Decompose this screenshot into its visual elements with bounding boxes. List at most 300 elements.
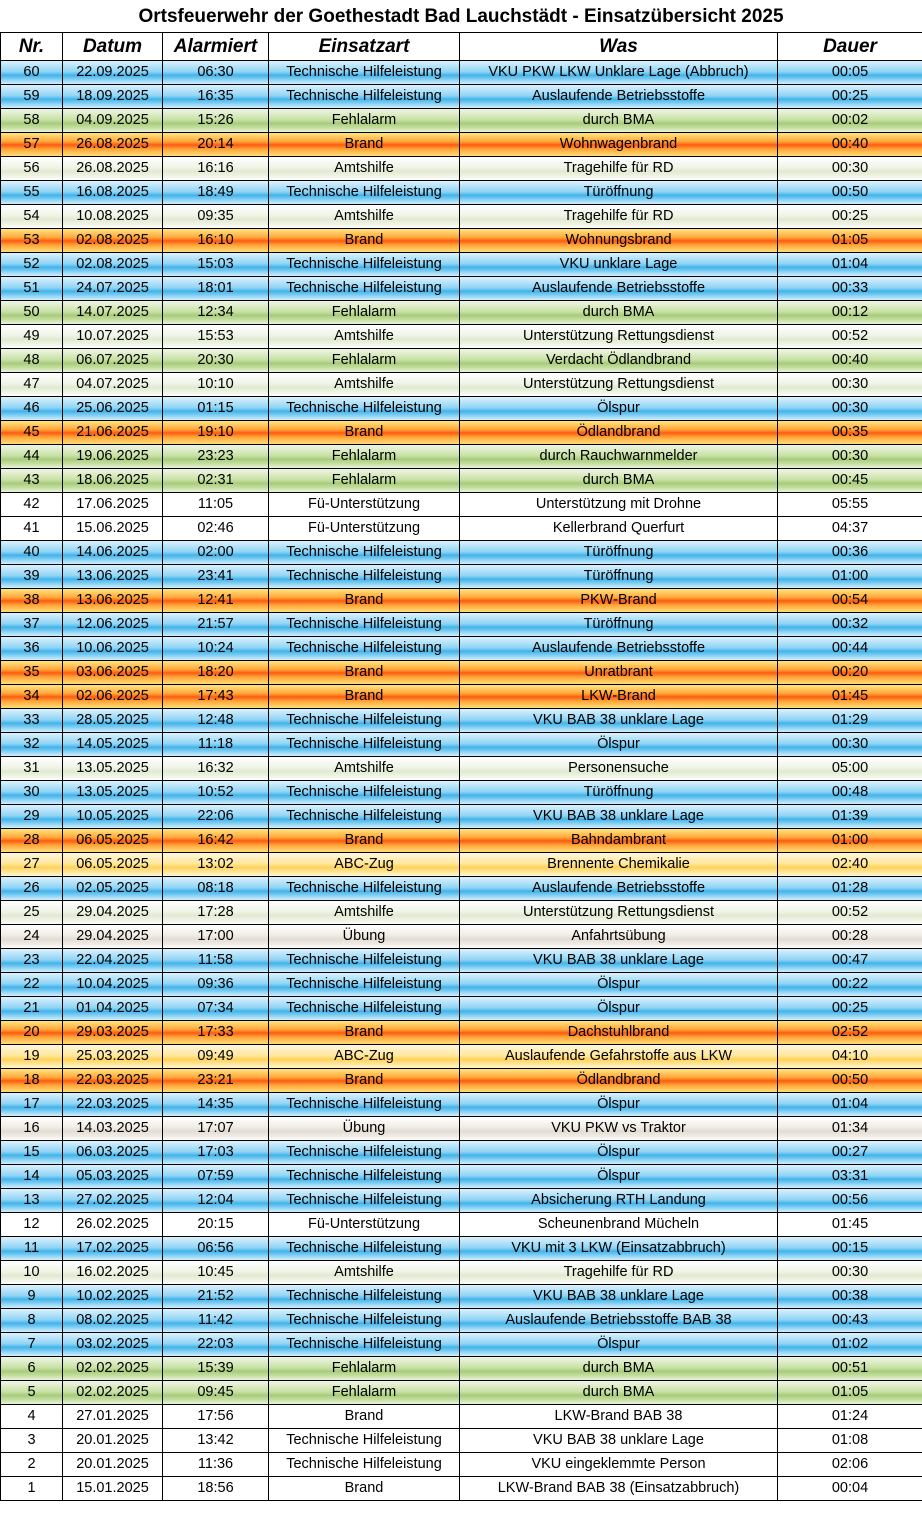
- cell-alarmiert: 01:15: [163, 397, 269, 421]
- cell-alarmiert: 22:06: [163, 805, 269, 829]
- cell-alarmiert: 10:24: [163, 637, 269, 661]
- cell-nr: 15: [1, 1141, 63, 1165]
- cell-was: PKW-Brand: [460, 589, 778, 613]
- cell-einsatzart: Amtshilfe: [269, 325, 460, 349]
- cell-was: VKU BAB 38 unklare Lage: [460, 949, 778, 973]
- cell-dauer: 00:52: [778, 901, 922, 925]
- cell-dauer: 02:52: [778, 1021, 922, 1045]
- cell-einsatzart: Technische Hilfeleistung: [269, 709, 460, 733]
- column-header-nr: Nr.: [1, 33, 63, 61]
- cell-dauer: 00:33: [778, 277, 922, 301]
- cell-einsatzart: Technische Hilfeleistung: [269, 877, 460, 901]
- cell-alarmiert: 14:35: [163, 1093, 269, 1117]
- cell-einsatzart: Fehlalarm: [269, 1357, 460, 1381]
- cell-was: VKU BAB 38 unklare Lage: [460, 1429, 778, 1453]
- cell-dauer: 01:45: [778, 685, 922, 709]
- cell-alarmiert: 11:18: [163, 733, 269, 757]
- table-row: [1, 253, 922, 277]
- cell-alarmiert: 15:03: [163, 253, 269, 277]
- cell-einsatzart: Übung: [269, 1117, 460, 1141]
- cell-einsatzart: Amtshilfe: [269, 157, 460, 181]
- cell-alarmiert: 06:56: [163, 1237, 269, 1261]
- cell-datum: 10.08.2025: [63, 205, 163, 229]
- cell-alarmiert: 22:03: [163, 1333, 269, 1357]
- cell-datum: 06.03.2025: [63, 1141, 163, 1165]
- cell-datum: 10.05.2025: [63, 805, 163, 829]
- cell-alarmiert: 07:34: [163, 997, 269, 1021]
- cell-dauer: 00:25: [778, 997, 922, 1021]
- cell-datum: 22.09.2025: [63, 61, 163, 85]
- header-row: [1, 33, 922, 61]
- cell-datum: 22.04.2025: [63, 949, 163, 973]
- cell-einsatzart: Brand: [269, 229, 460, 253]
- cell-datum: 14.06.2025: [63, 541, 163, 565]
- cell-alarmiert: 20:30: [163, 349, 269, 373]
- cell-nr: 39: [1, 565, 63, 589]
- cell-was: Verdacht Ödlandbrand: [460, 349, 778, 373]
- cell-dauer: 01:04: [778, 1093, 922, 1117]
- cell-was: VKU PKW LKW Unklare Lage (Abbruch): [460, 61, 778, 85]
- cell-nr: 21: [1, 997, 63, 1021]
- cell-was: Auslaufende Betriebsstoffe: [460, 85, 778, 109]
- cell-dauer: 00:30: [778, 1261, 922, 1285]
- cell-was: Dachstuhlbrand: [460, 1021, 778, 1045]
- cell-nr: 48: [1, 349, 63, 373]
- cell-datum: 01.04.2025: [63, 997, 163, 1021]
- cell-dauer: 01:28: [778, 877, 922, 901]
- cell-nr: 59: [1, 85, 63, 109]
- cell-was: Bahndambrant: [460, 829, 778, 853]
- table-row: [1, 1381, 922, 1405]
- cell-einsatzart: ABC-Zug: [269, 1045, 460, 1069]
- cell-datum: 21.06.2025: [63, 421, 163, 445]
- cell-dauer: 00:25: [778, 205, 922, 229]
- cell-nr: 31: [1, 757, 63, 781]
- column-header-alarmiert: Alarmiert: [163, 33, 269, 61]
- cell-nr: 5: [1, 1381, 63, 1405]
- page-title: Ortsfeuerwehr der Goethestadt Bad Lauchstädt - Einsatzübersicht 2025: [138, 6, 784, 27]
- cell-was: Unterstützung mit Drohne: [460, 493, 778, 517]
- cell-dauer: 01:45: [778, 1213, 922, 1237]
- cell-alarmiert: 19:10: [163, 421, 269, 445]
- cell-dauer: 01:24: [778, 1405, 922, 1429]
- cell-alarmiert: 21:57: [163, 613, 269, 637]
- cell-einsatzart: Technische Hilfeleistung: [269, 733, 460, 757]
- cell-einsatzart: Brand: [269, 133, 460, 157]
- cell-was: Türöffnung: [460, 541, 778, 565]
- cell-dauer: 00:25: [778, 85, 922, 109]
- table-row: [1, 1189, 922, 1213]
- cell-was: Tragehilfe für RD: [460, 1261, 778, 1285]
- cell-datum: 29.04.2025: [63, 901, 163, 925]
- cell-nr: 51: [1, 277, 63, 301]
- cell-datum: 29.04.2025: [63, 925, 163, 949]
- cell-nr: 1: [1, 1477, 63, 1501]
- cell-datum: 04.09.2025: [63, 109, 163, 133]
- cell-datum: 02.02.2025: [63, 1357, 163, 1381]
- cell-was: Türöffnung: [460, 565, 778, 589]
- cell-einsatzart: Brand: [269, 1477, 460, 1501]
- table-row: [1, 133, 922, 157]
- cell-alarmiert: 20:15: [163, 1213, 269, 1237]
- table-row: [1, 805, 922, 829]
- cell-datum: 02.08.2025: [63, 229, 163, 253]
- cell-datum: 10.07.2025: [63, 325, 163, 349]
- cell-nr: 35: [1, 661, 63, 685]
- table-row: [1, 205, 922, 229]
- cell-alarmiert: 11:58: [163, 949, 269, 973]
- cell-alarmiert: 09:49: [163, 1045, 269, 1069]
- table-row: [1, 757, 922, 781]
- cell-alarmiert: 13:02: [163, 853, 269, 877]
- cell-alarmiert: 12:34: [163, 301, 269, 325]
- cell-nr: 9: [1, 1285, 63, 1309]
- cell-nr: 53: [1, 229, 63, 253]
- cell-was: Scheunenbrand Mücheln: [460, 1213, 778, 1237]
- cell-einsatzart: Technische Hilfeleistung: [269, 397, 460, 421]
- cell-datum: 06.05.2025: [63, 829, 163, 853]
- table-row: [1, 589, 922, 613]
- cell-einsatzart: Fü-Unterstützung: [269, 517, 460, 541]
- table-row: [1, 229, 922, 253]
- cell-alarmiert: 18:49: [163, 181, 269, 205]
- cell-was: Tragehilfe für RD: [460, 157, 778, 181]
- cell-alarmiert: 17:33: [163, 1021, 269, 1045]
- cell-dauer: 00:50: [778, 1069, 922, 1093]
- cell-datum: 27.02.2025: [63, 1189, 163, 1213]
- cell-was: VKU PKW vs Traktor: [460, 1117, 778, 1141]
- table-row: [1, 1333, 922, 1357]
- cell-einsatzart: Technische Hilfeleistung: [269, 613, 460, 637]
- column-header-was: Was: [460, 33, 778, 61]
- table-row: [1, 853, 922, 877]
- cell-nr: 38: [1, 589, 63, 613]
- cell-alarmiert: 16:35: [163, 85, 269, 109]
- cell-einsatzart: Fehlalarm: [269, 1381, 460, 1405]
- cell-alarmiert: 16:32: [163, 757, 269, 781]
- cell-nr: 43: [1, 469, 63, 493]
- cell-dauer: 02:40: [778, 853, 922, 877]
- cell-datum: 06.07.2025: [63, 349, 163, 373]
- cell-datum: 05.03.2025: [63, 1165, 163, 1189]
- cell-alarmiert: 21:52: [163, 1285, 269, 1309]
- cell-alarmiert: 16:10: [163, 229, 269, 253]
- cell-einsatzart: Technische Hilfeleistung: [269, 1429, 460, 1453]
- cell-datum: 28.05.2025: [63, 709, 163, 733]
- cell-datum: 13.06.2025: [63, 589, 163, 613]
- cell-nr: 13: [1, 1189, 63, 1213]
- table-row: [1, 1405, 922, 1429]
- cell-datum: 02.02.2025: [63, 1381, 163, 1405]
- cell-nr: 46: [1, 397, 63, 421]
- cell-nr: 11: [1, 1237, 63, 1261]
- cell-nr: 55: [1, 181, 63, 205]
- cell-dauer: 05:00: [778, 757, 922, 781]
- table-row: [1, 1213, 922, 1237]
- cell-datum: 13.05.2025: [63, 757, 163, 781]
- cell-nr: 8: [1, 1309, 63, 1333]
- cell-dauer: 01:34: [778, 1117, 922, 1141]
- cell-was: durch BMA: [460, 1381, 778, 1405]
- cell-datum: 18.09.2025: [63, 85, 163, 109]
- cell-alarmiert: 02:31: [163, 469, 269, 493]
- cell-nr: 32: [1, 733, 63, 757]
- cell-was: Türöffnung: [460, 781, 778, 805]
- cell-alarmiert: 11:42: [163, 1309, 269, 1333]
- table-row: [1, 637, 922, 661]
- cell-alarmiert: 17:03: [163, 1141, 269, 1165]
- cell-alarmiert: 12:48: [163, 709, 269, 733]
- cell-einsatzart: Technische Hilfeleistung: [269, 61, 460, 85]
- cell-einsatzart: Technische Hilfeleistung: [269, 637, 460, 661]
- table-row: [1, 469, 922, 493]
- cell-datum: 14.05.2025: [63, 733, 163, 757]
- cell-was: Brennente Chemikalie: [460, 853, 778, 877]
- cell-alarmiert: 16:42: [163, 829, 269, 853]
- cell-einsatzart: Brand: [269, 421, 460, 445]
- cell-einsatzart: Technische Hilfeleistung: [269, 1453, 460, 1477]
- cell-einsatzart: Fehlalarm: [269, 469, 460, 493]
- cell-alarmiert: 17:56: [163, 1405, 269, 1429]
- cell-alarmiert: 02:00: [163, 541, 269, 565]
- cell-nr: 16: [1, 1117, 63, 1141]
- cell-datum: 10.04.2025: [63, 973, 163, 997]
- cell-dauer: 01:29: [778, 709, 922, 733]
- table-row: [1, 925, 922, 949]
- cell-nr: 45: [1, 421, 63, 445]
- cell-datum: 12.06.2025: [63, 613, 163, 637]
- cell-dauer: 00:28: [778, 925, 922, 949]
- cell-dauer: 00:30: [778, 373, 922, 397]
- cell-einsatzart: ABC-Zug: [269, 853, 460, 877]
- cell-was: Ölspur: [460, 397, 778, 421]
- table-row: [1, 421, 922, 445]
- cell-datum: 27.01.2025: [63, 1405, 163, 1429]
- cell-datum: 29.03.2025: [63, 1021, 163, 1045]
- cell-nr: 36: [1, 637, 63, 661]
- table-row: [1, 997, 922, 1021]
- table-row: [1, 1117, 922, 1141]
- cell-einsatzart: Amtshilfe: [269, 757, 460, 781]
- cell-einsatzart: Brand: [269, 1069, 460, 1093]
- cell-einsatzart: Technische Hilfeleistung: [269, 973, 460, 997]
- cell-dauer: 00:43: [778, 1309, 922, 1333]
- cell-einsatzart: Technische Hilfeleistung: [269, 565, 460, 589]
- cell-datum: 22.03.2025: [63, 1093, 163, 1117]
- cell-nr: 54: [1, 205, 63, 229]
- cell-nr: 57: [1, 133, 63, 157]
- cell-nr: 40: [1, 541, 63, 565]
- table-row: [1, 877, 922, 901]
- cell-was: Ölspur: [460, 1141, 778, 1165]
- table-row: [1, 1021, 922, 1045]
- cell-was: durch BMA: [460, 109, 778, 133]
- cell-was: Ödlandbrand: [460, 421, 778, 445]
- cell-was: Auslaufende Betriebsstoffe BAB 38: [460, 1309, 778, 1333]
- cell-alarmiert: 15:39: [163, 1357, 269, 1381]
- cell-was: Wohnungsbrand: [460, 229, 778, 253]
- table-row: [1, 901, 922, 925]
- cell-alarmiert: 18:56: [163, 1477, 269, 1501]
- cell-nr: 28: [1, 829, 63, 853]
- cell-datum: 17.02.2025: [63, 1237, 163, 1261]
- cell-einsatzart: Fehlalarm: [269, 349, 460, 373]
- cell-alarmiert: 18:20: [163, 661, 269, 685]
- cell-alarmiert: 20:14: [163, 133, 269, 157]
- cell-nr: 30: [1, 781, 63, 805]
- cell-datum: 16.02.2025: [63, 1261, 163, 1285]
- cell-was: LKW-Brand BAB 38: [460, 1405, 778, 1429]
- cell-alarmiert: 15:26: [163, 109, 269, 133]
- cell-nr: 4: [1, 1405, 63, 1429]
- deployment-table: [0, 32, 922, 1501]
- cell-nr: 10: [1, 1261, 63, 1285]
- cell-was: VKU BAB 38 unklare Lage: [460, 805, 778, 829]
- table-row: [1, 733, 922, 757]
- cell-alarmiert: 23:23: [163, 445, 269, 469]
- cell-dauer: 00:30: [778, 733, 922, 757]
- table-row: [1, 1069, 922, 1093]
- cell-einsatzart: Fehlalarm: [269, 301, 460, 325]
- cell-nr: 6: [1, 1357, 63, 1381]
- cell-datum: 25.06.2025: [63, 397, 163, 421]
- cell-was: Unterstützung Rettungsdienst: [460, 901, 778, 925]
- cell-was: VKU eingeklemmte Person: [460, 1453, 778, 1477]
- cell-nr: 7: [1, 1333, 63, 1357]
- table-row: [1, 181, 922, 205]
- cell-dauer: 00:47: [778, 949, 922, 973]
- cell-alarmiert: 11:05: [163, 493, 269, 517]
- cell-was: VKU unklare Lage: [460, 253, 778, 277]
- cell-was: Türöffnung: [460, 181, 778, 205]
- cell-dauer: 00:36: [778, 541, 922, 565]
- cell-datum: 18.06.2025: [63, 469, 163, 493]
- cell-datum: 10.02.2025: [63, 1285, 163, 1309]
- cell-was: Ölspur: [460, 1093, 778, 1117]
- cell-nr: 41: [1, 517, 63, 541]
- cell-datum: 13.05.2025: [63, 781, 163, 805]
- cell-dauer: 00:52: [778, 325, 922, 349]
- cell-dauer: 00:02: [778, 109, 922, 133]
- cell-nr: 49: [1, 325, 63, 349]
- cell-datum: 14.03.2025: [63, 1117, 163, 1141]
- cell-alarmiert: 07:59: [163, 1165, 269, 1189]
- table-row: [1, 301, 922, 325]
- table-row: [1, 565, 922, 589]
- cell-einsatzart: Fehlalarm: [269, 445, 460, 469]
- cell-dauer: 01:05: [778, 1381, 922, 1405]
- cell-einsatzart: Brand: [269, 661, 460, 685]
- cell-was: Ölspur: [460, 733, 778, 757]
- table-row: [1, 397, 922, 421]
- cell-alarmiert: 13:42: [163, 1429, 269, 1453]
- cell-was: Wohnwagenbrand: [460, 133, 778, 157]
- cell-dauer: 00:56: [778, 1189, 922, 1213]
- cell-einsatzart: Technische Hilfeleistung: [269, 1189, 460, 1213]
- cell-nr: 25: [1, 901, 63, 925]
- cell-dauer: 00:40: [778, 349, 922, 373]
- cell-datum: 19.06.2025: [63, 445, 163, 469]
- column-header-einsatzart: Einsatzart: [269, 33, 460, 61]
- cell-dauer: 00:44: [778, 637, 922, 661]
- table-row: [1, 325, 922, 349]
- cell-alarmiert: 10:10: [163, 373, 269, 397]
- cell-dauer: 01:08: [778, 1429, 922, 1453]
- cell-einsatzart: Brand: [269, 589, 460, 613]
- cell-was: Tragehilfe für RD: [460, 205, 778, 229]
- cell-dauer: 00:27: [778, 1141, 922, 1165]
- cell-datum: 13.06.2025: [63, 565, 163, 589]
- cell-einsatzart: Brand: [269, 1021, 460, 1045]
- cell-datum: 08.02.2025: [63, 1309, 163, 1333]
- cell-einsatzart: Übung: [269, 925, 460, 949]
- cell-was: Auslaufende Betriebsstoffe: [460, 877, 778, 901]
- cell-alarmiert: 23:41: [163, 565, 269, 589]
- table-row: [1, 1237, 922, 1261]
- cell-nr: 33: [1, 709, 63, 733]
- table-row: [1, 1429, 922, 1453]
- table-row: [1, 1357, 922, 1381]
- table-row: [1, 709, 922, 733]
- table-row: [1, 1141, 922, 1165]
- table-row: [1, 493, 922, 517]
- cell-einsatzart: Fü-Unterstützung: [269, 493, 460, 517]
- table-row: [1, 517, 922, 541]
- cell-datum: 20.01.2025: [63, 1429, 163, 1453]
- table-row: [1, 541, 922, 565]
- cell-einsatzart: Technische Hilfeleistung: [269, 277, 460, 301]
- cell-datum: 17.06.2025: [63, 493, 163, 517]
- cell-was: Ölspur: [460, 997, 778, 1021]
- cell-datum: 26.08.2025: [63, 157, 163, 181]
- cell-datum: 15.01.2025: [63, 1477, 163, 1501]
- cell-dauer: 02:06: [778, 1453, 922, 1477]
- cell-dauer: 00:22: [778, 973, 922, 997]
- cell-datum: 20.01.2025: [63, 1453, 163, 1477]
- cell-was: LKW-Brand BAB 38 (Einsatzabbruch): [460, 1477, 778, 1501]
- cell-nr: 12: [1, 1213, 63, 1237]
- cell-nr: 19: [1, 1045, 63, 1069]
- cell-was: durch BMA: [460, 469, 778, 493]
- cell-nr: 60: [1, 61, 63, 85]
- cell-einsatzart: Technische Hilfeleistung: [269, 1165, 460, 1189]
- cell-dauer: 01:02: [778, 1333, 922, 1357]
- cell-nr: 20: [1, 1021, 63, 1045]
- cell-alarmiert: 09:35: [163, 205, 269, 229]
- cell-dauer: 01:05: [778, 229, 922, 253]
- table-row: [1, 85, 922, 109]
- cell-alarmiert: 12:04: [163, 1189, 269, 1213]
- cell-was: Ölspur: [460, 1333, 778, 1357]
- cell-alarmiert: 06:30: [163, 61, 269, 85]
- cell-datum: 24.07.2025: [63, 277, 163, 301]
- cell-datum: 22.03.2025: [63, 1069, 163, 1093]
- cell-dauer: 03:31: [778, 1165, 922, 1189]
- cell-nr: 18: [1, 1069, 63, 1093]
- cell-was: durch BMA: [460, 1357, 778, 1381]
- cell-datum: 15.06.2025: [63, 517, 163, 541]
- cell-nr: 22: [1, 973, 63, 997]
- table-row: [1, 1165, 922, 1189]
- cell-alarmiert: 10:45: [163, 1261, 269, 1285]
- cell-dauer: 00:30: [778, 157, 922, 181]
- table-row: [1, 829, 922, 853]
- cell-dauer: 00:38: [778, 1285, 922, 1309]
- table-row: [1, 1309, 922, 1333]
- cell-einsatzart: Technische Hilfeleistung: [269, 997, 460, 1021]
- cell-einsatzart: Brand: [269, 829, 460, 853]
- cell-datum: 04.07.2025: [63, 373, 163, 397]
